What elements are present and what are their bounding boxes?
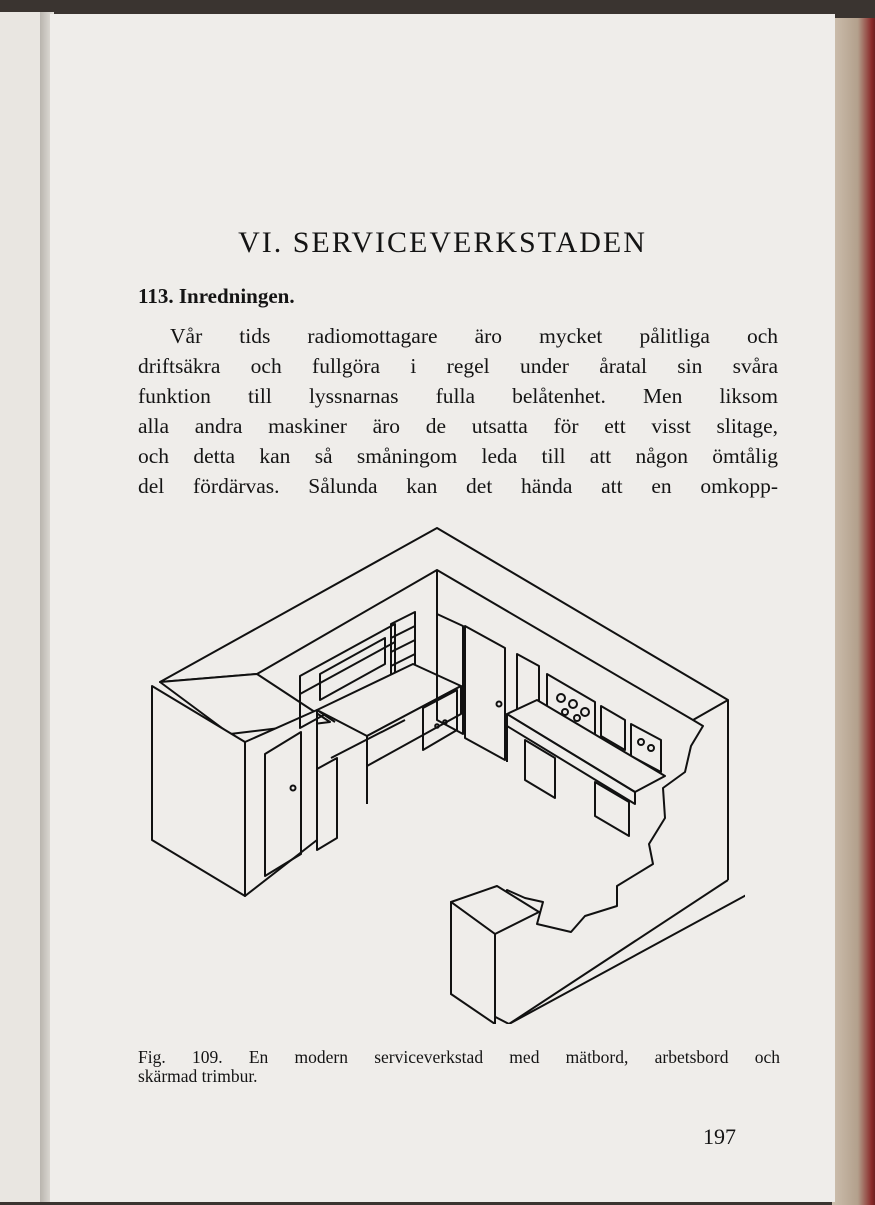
back-door [465,626,505,760]
chapter-title: VI. SERVICEVERKSTADEN [238,226,647,259]
instrument-dial [569,700,577,708]
figure-caption [138,1048,780,1086]
body-line: alla andra maskiner äro de utsatta för ett visst slitage, [138,414,778,438]
caption-line: skärmad trimbur. [138,1066,258,1086]
instrument-dial [638,739,644,745]
measuring-bench-top [507,700,665,792]
body-line: och detta kan så småningom leda till att någon ömtålig [138,444,778,468]
door-knob [497,702,502,707]
cabinet-panel [317,758,337,850]
workshop-illustration [145,514,745,1024]
body-line: driftsäkra och fullgöra i regel under åratal sin svåra [138,354,778,378]
cabinet-side [245,710,317,896]
caption-line: Fig. 109. En modern serviceverkstad med mätbord, arbetsbord och [138,1047,780,1067]
instrument-dial [648,745,654,751]
instrument-dial [574,715,580,721]
section-heading: 113. Inredningen. [138,284,295,308]
facing-page-edge [0,12,45,1202]
page-number: 197 [703,1124,736,1149]
body-line: Vår tids radiomottagare äro mycket pålitliga och [170,324,778,348]
body-line: del fördärvas. Sålunda kan det hända att en omkopp- [138,474,778,498]
page-block-edge [832,18,875,1205]
book-page [50,14,835,1202]
instrument-dial [562,709,568,715]
bench-drawer-unit [525,740,555,798]
instrument-dial [581,708,589,716]
body-paragraph [138,321,778,501]
body-line: funktion till lyssnarnas fulla belåtenhet. Men liksom [138,384,778,408]
instrument-dial [557,694,565,702]
